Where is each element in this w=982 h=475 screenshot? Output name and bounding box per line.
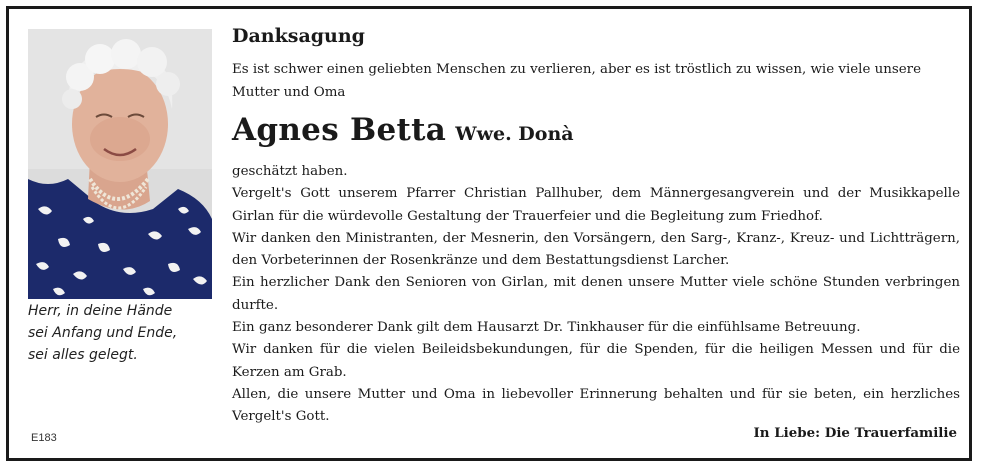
thanks-body <box>232 161 960 429</box>
intro-text: Es ist schwer einen geliebten Menschen zu verlieren, aber es ist tröstlich zu wissen, wie viele unsere Mutter und Oma <box>232 62 921 100</box>
page-title: Danksagung <box>232 25 365 47</box>
deceased-name: Agnes Betta <box>232 112 447 148</box>
body-paragraph: Vergelt's Gott unserem Pfarrer Christian Pallhuber, dem Männergesangverein und der Musikkapelle Girlan für die würdevolle Gestaltung der Trauerfeier und die Begleitung zum Friedhof. <box>232 186 960 224</box>
portrait-photo <box>28 29 212 299</box>
body-paragraph: Ein ganz besonderer Dank gilt dem Hausarzt Dr. Tinkhauser für die einfühlsame Betreuung. <box>232 320 861 336</box>
verse-line: sei alles gelegt. <box>28 347 138 363</box>
verse-line: sei Anfang und Ende, <box>28 325 178 341</box>
body-paragraph: Wir danken für die vielen Beileidsbekundungen, für die Spenden, für die heiligen Messen und für die Kerzen am Grab. <box>232 342 960 380</box>
body-paragraph: geschätzt haben. <box>232 164 348 179</box>
body-paragraph: Ein herzlicher Dank den Senioren von Girlan, mit denen unsere Mutter viele schöne Stunden verbringen durfte. <box>232 275 960 313</box>
verse-line: Herr, in deine Hände <box>28 303 173 319</box>
deceased-suffix: Wwe. Donà <box>455 123 574 145</box>
body-paragraph: Allen, die unsere Mutter und Oma in liebevoller Erinnerung behalten und für sie beten, ein herzliches Vergelt's Gott. <box>232 386 960 425</box>
body-paragraph: Wir danken den Ministranten, der Mesnerin, den Vorsängern, den Sarg-, Kranz-, Kreuz- und Lichtträgern, den Vorbeterinnen der Rosenkränze und dem Bestattungsdienst Larcher. <box>232 230 960 269</box>
ad-code: E183 <box>31 432 57 444</box>
signature: In Liebe: Die Trauerfamilie <box>753 425 957 441</box>
verse <box>28 300 218 366</box>
deceased-name-line <box>232 112 574 148</box>
